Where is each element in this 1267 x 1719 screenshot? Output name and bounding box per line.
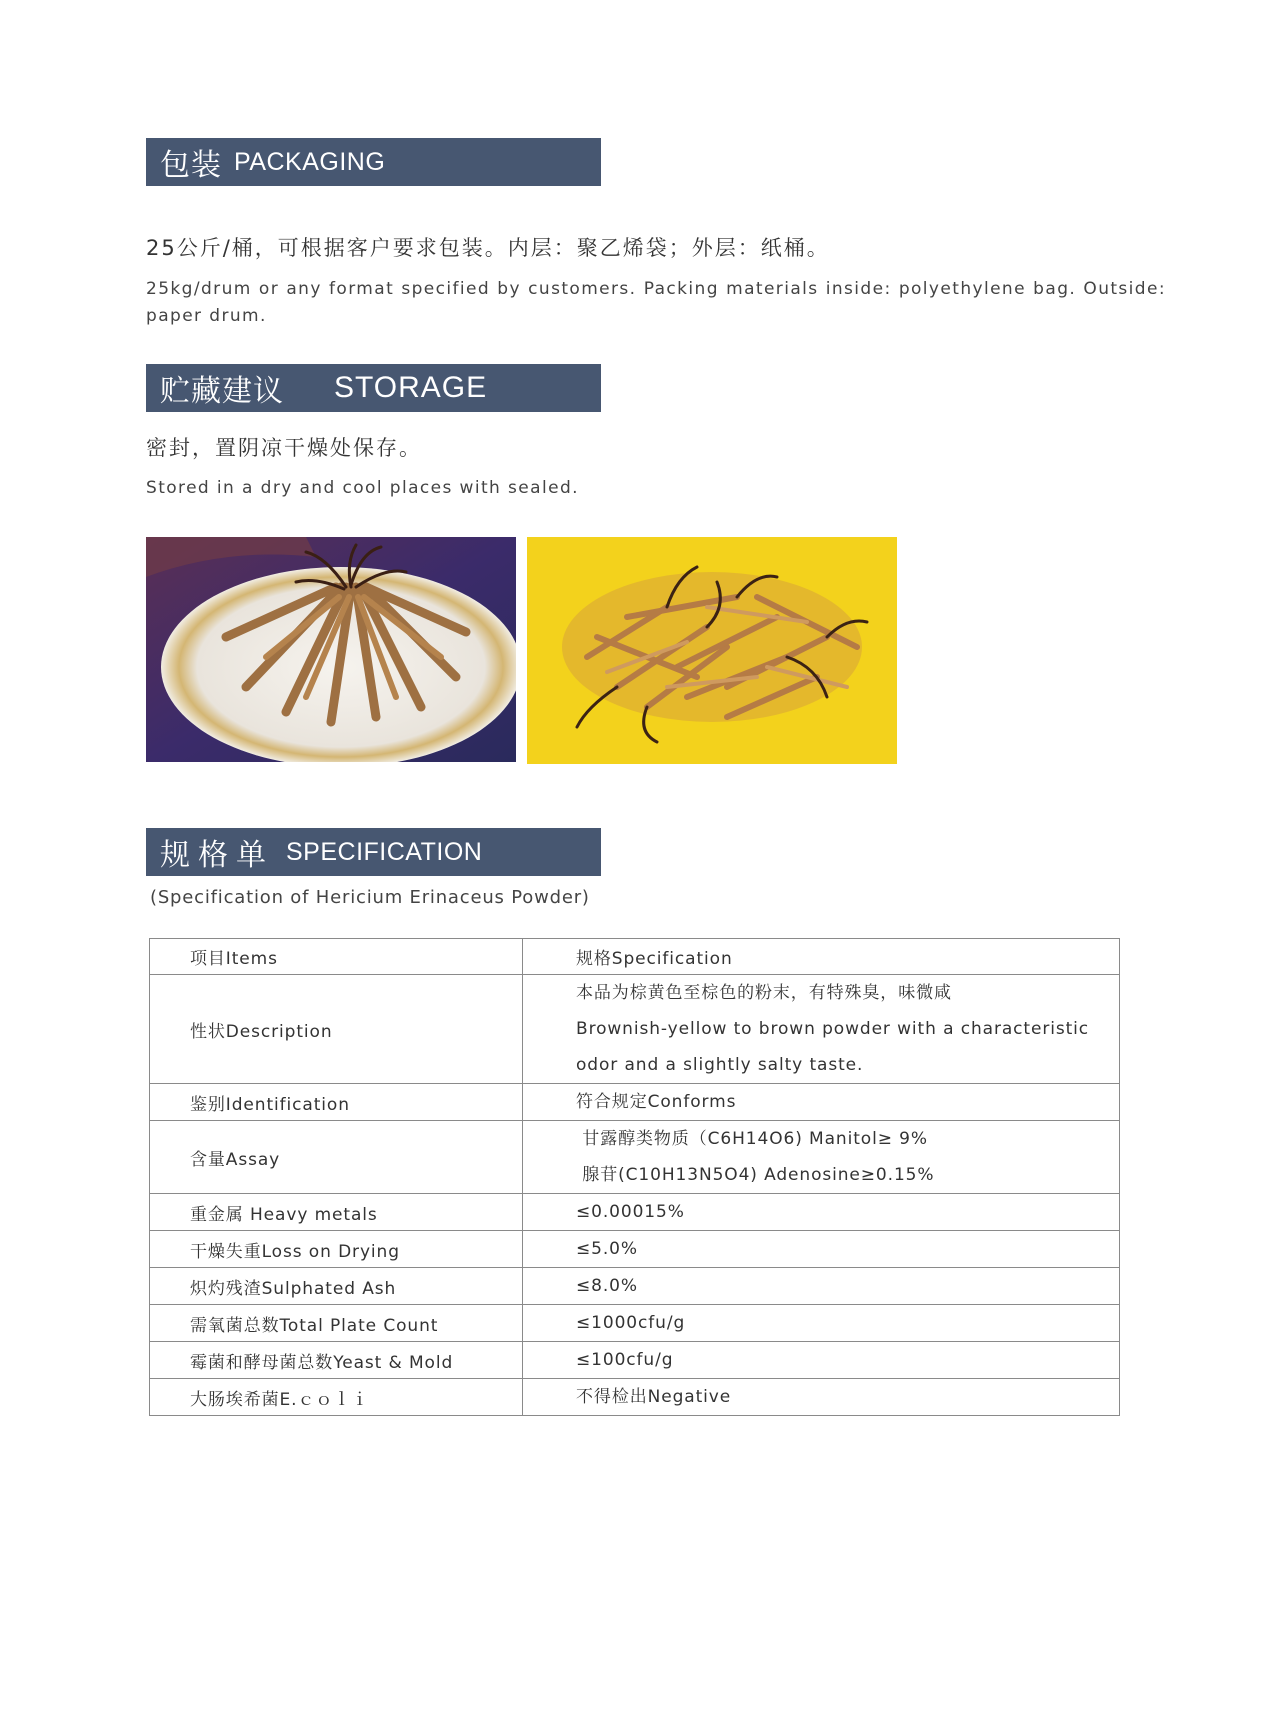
table-row bbox=[150, 1194, 1120, 1231]
header-spec: 规格Specification bbox=[523, 939, 1120, 975]
row-item: 性状Description bbox=[150, 975, 523, 1084]
packaging-text-zh: 25公斤/桶，可根据客户要求包装。内层：聚乙烯袋；外层：纸桶。 bbox=[146, 236, 830, 260]
row-spec-line: ≤100cfu/g bbox=[576, 1350, 674, 1370]
table-row bbox=[150, 1084, 1120, 1121]
specification-banner bbox=[146, 828, 601, 876]
table-row bbox=[150, 975, 1120, 1084]
storage-banner bbox=[146, 364, 601, 412]
specification-title-en: SPECIFICATION bbox=[286, 837, 483, 866]
storage-text-zh: 密封，置阴凉干燥处保存。 bbox=[146, 436, 422, 460]
row-item: 炽灼残渣Sulphated Ash bbox=[150, 1268, 523, 1305]
storage-title-en: STORAGE bbox=[334, 371, 488, 404]
row-spec bbox=[523, 1231, 1120, 1268]
row-spec-line: ≤5.0% bbox=[576, 1239, 638, 1259]
row-spec-line: 甘露醇类物质（C6H14O6) Manitol≥ 9% bbox=[576, 1129, 928, 1149]
row-spec bbox=[523, 1194, 1120, 1231]
table-row bbox=[150, 1231, 1120, 1268]
table-row bbox=[150, 1305, 1120, 1342]
table-row bbox=[150, 1379, 1120, 1416]
table-row bbox=[150, 1121, 1120, 1194]
row-item: 需氧菌总数Total Plate Count bbox=[150, 1305, 523, 1342]
specification-table bbox=[149, 938, 1120, 1416]
packaging-text-en: 25kg/drum or any format specified by customers. Packing materials inside: polyethylene bag. Outside: paper drum. bbox=[146, 279, 1166, 326]
row-spec-line: ≤8.0% bbox=[576, 1276, 638, 1296]
table-header-row bbox=[150, 939, 1120, 975]
row-item: 重金属 Heavy metals bbox=[150, 1194, 523, 1231]
row-item: 干燥失重Loss on Drying bbox=[150, 1231, 523, 1268]
packaging-title-en: PACKAGING bbox=[234, 147, 386, 176]
cordyceps-plate-photo bbox=[146, 537, 516, 762]
row-spec-line: 腺苷(C10H13N5O4) Adenosine≥0.15% bbox=[576, 1165, 935, 1185]
header-item: 项目Items bbox=[150, 939, 523, 975]
row-spec-line: 本品为棕黄色至棕色的粉末，有特殊臭，味微咸 bbox=[576, 983, 952, 1003]
row-item: 含量Assay bbox=[150, 1121, 523, 1194]
row-item: 鉴别Identification bbox=[150, 1084, 523, 1121]
specification-table-body bbox=[150, 939, 1120, 1416]
row-spec bbox=[523, 975, 1120, 1084]
specification-title-zh: 规格单 bbox=[160, 839, 274, 872]
row-spec-line: Brownish-yellow to brown powder with a characteristic bbox=[576, 1019, 1090, 1039]
row-item: 大肠埃希菌E.ｃｏｌｉ bbox=[150, 1379, 523, 1416]
table-row bbox=[150, 1268, 1120, 1305]
row-item: 霉菌和酵母菌总数Yeast & Mold bbox=[150, 1342, 523, 1379]
row-spec bbox=[523, 1342, 1120, 1379]
row-spec bbox=[523, 1084, 1120, 1121]
table-row bbox=[150, 1342, 1120, 1379]
row-spec-line: 符合规定Conforms bbox=[576, 1092, 737, 1112]
cordyceps-yellow-photo bbox=[527, 537, 897, 764]
storage-text-en: Stored in a dry and cool places with sealed. bbox=[146, 478, 579, 498]
row-spec bbox=[523, 1121, 1120, 1194]
row-spec bbox=[523, 1268, 1120, 1305]
row-spec-line: odor and a slightly salty taste. bbox=[576, 1055, 864, 1075]
row-spec bbox=[523, 1305, 1120, 1342]
packaging-banner bbox=[146, 138, 601, 186]
specification-subtitle: (Specification of Hericium Erinaceus Powder) bbox=[150, 887, 590, 908]
packaging-title-zh: 包装 bbox=[160, 149, 222, 182]
row-spec bbox=[523, 1379, 1120, 1416]
row-spec-line: 不得检出Negative bbox=[576, 1387, 732, 1407]
row-spec-line: ≤0.00015% bbox=[576, 1202, 685, 1222]
row-spec-line: ≤1000cfu/g bbox=[576, 1313, 686, 1333]
storage-title-zh: 贮藏建议 bbox=[160, 375, 284, 408]
